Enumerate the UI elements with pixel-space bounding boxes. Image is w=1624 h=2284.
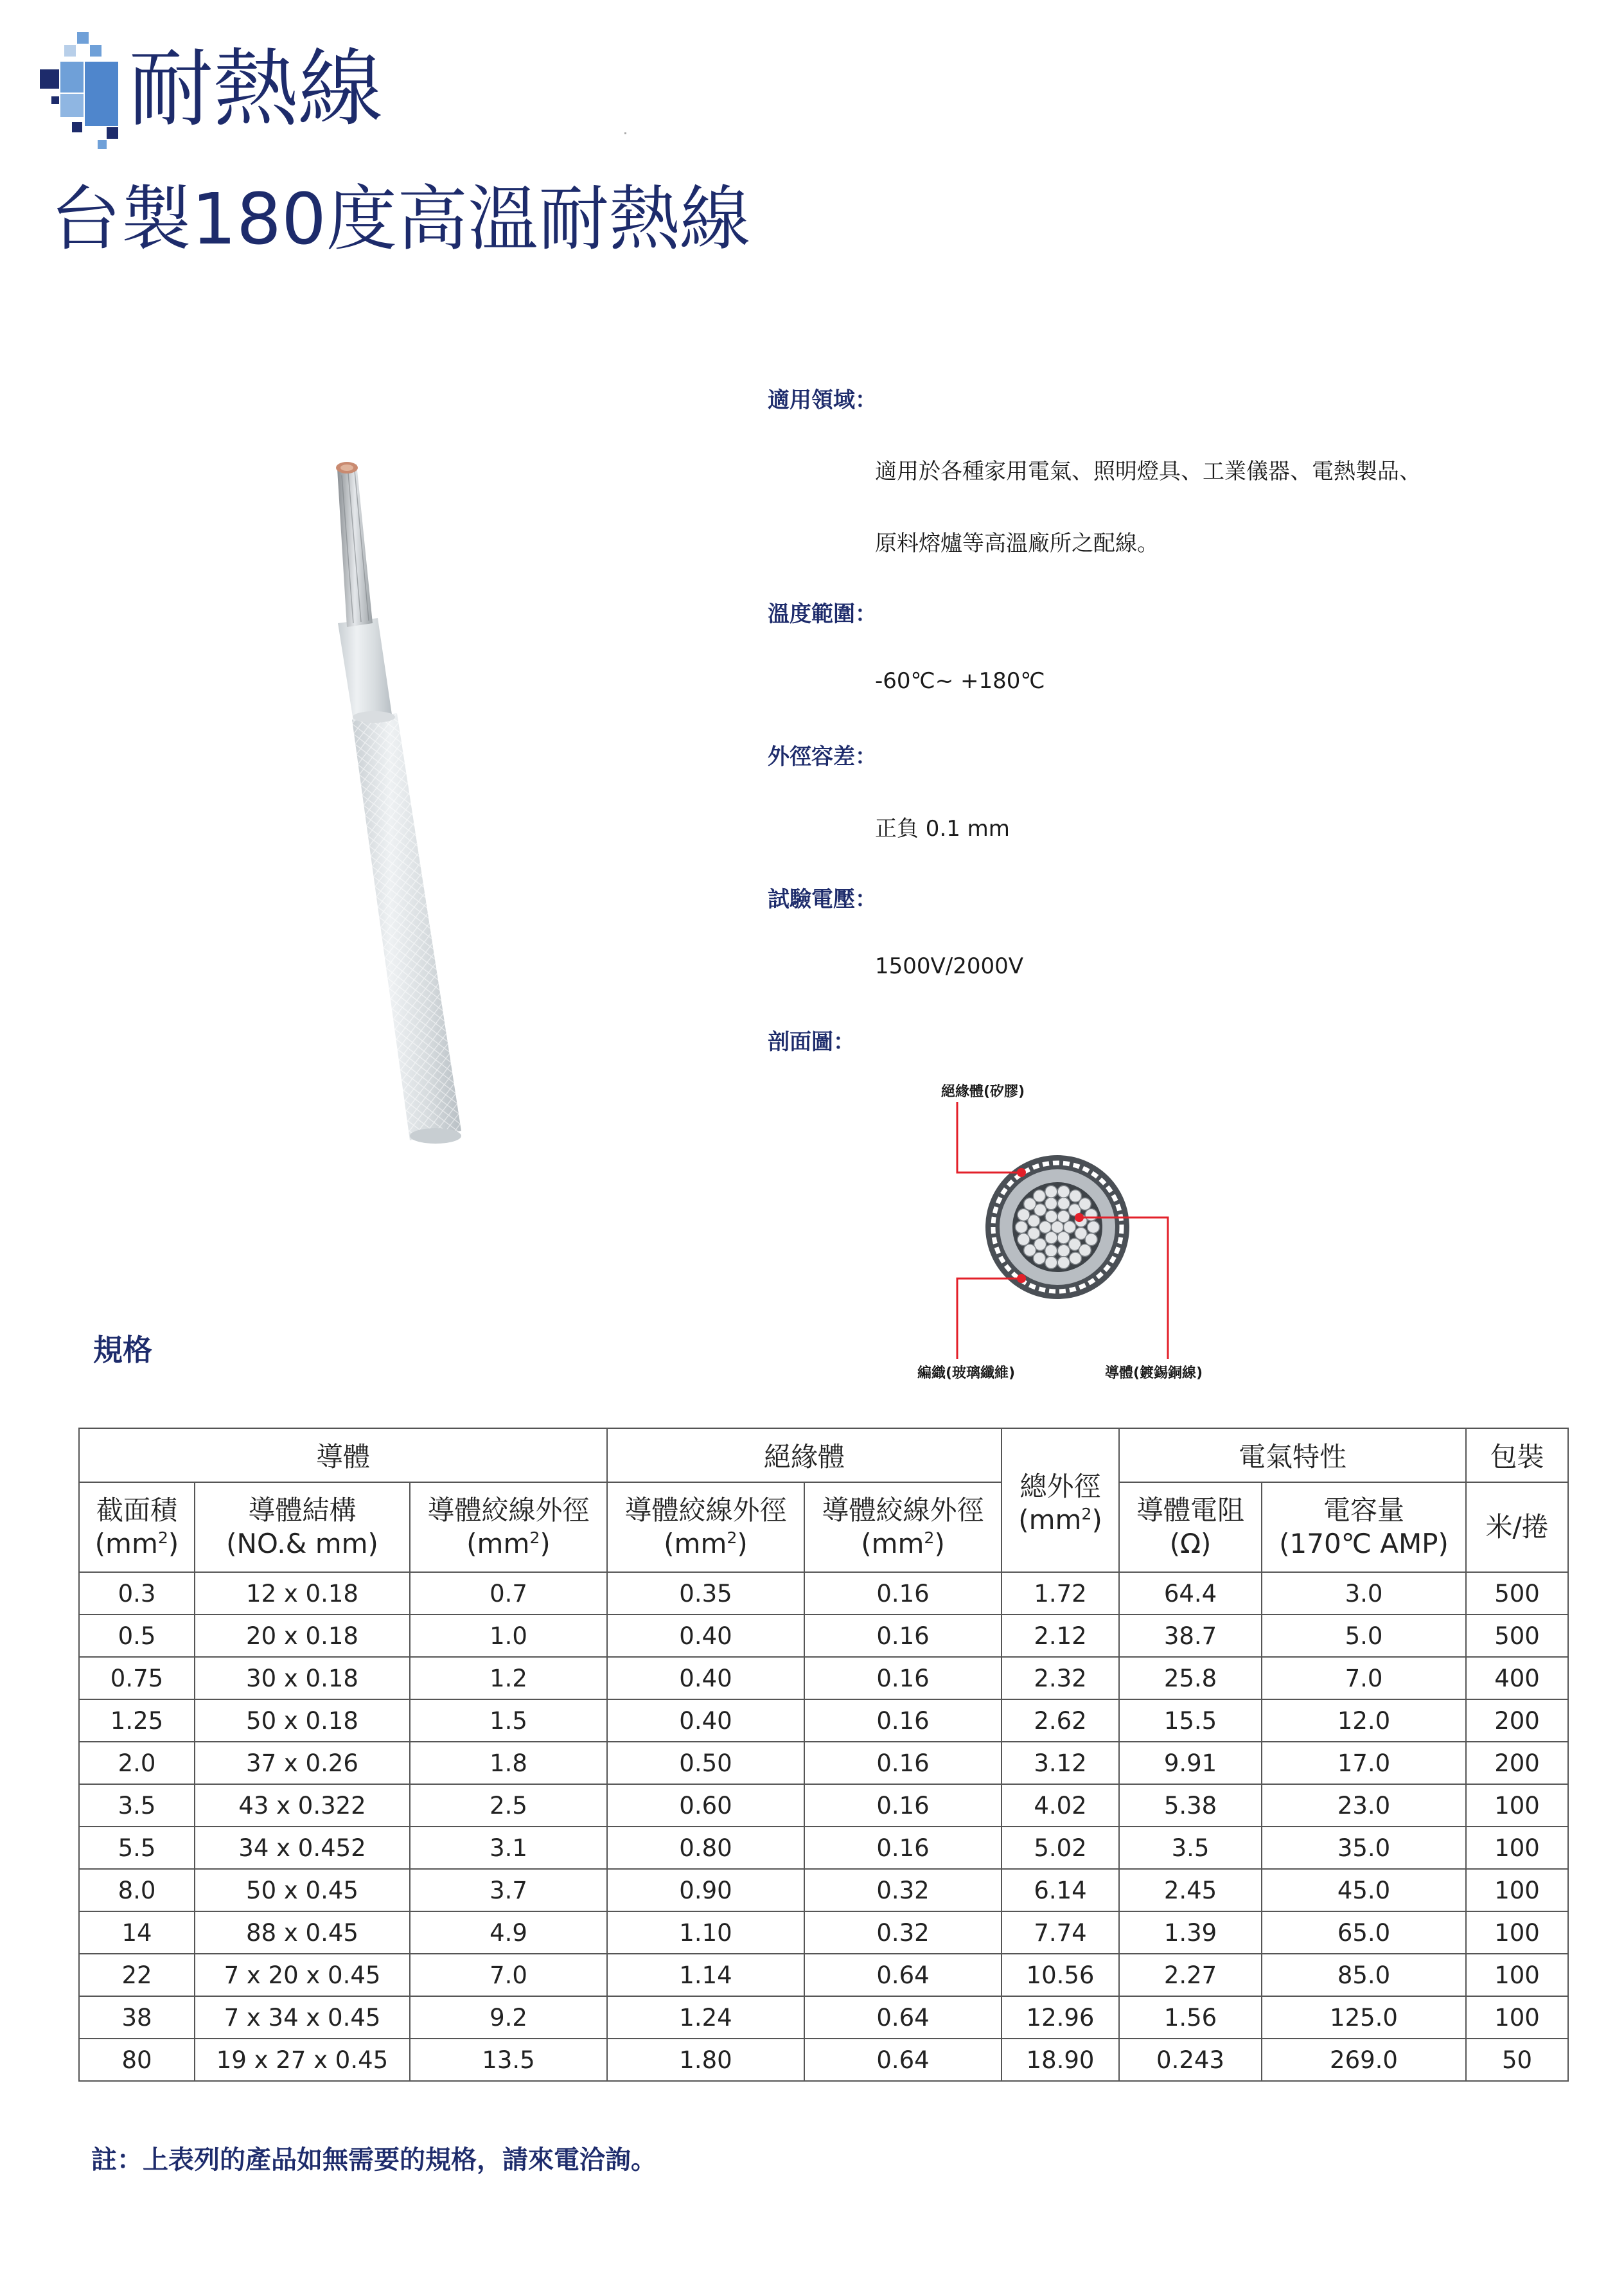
header-electrical: 電氣特性 xyxy=(1119,1428,1466,1482)
braid-label: 編織(玻璃纖維) xyxy=(917,1365,1016,1381)
table-cell: 0.16 xyxy=(804,1784,1002,1827)
table-row xyxy=(79,1996,1568,2039)
table-cell: 5.0 xyxy=(1262,1615,1466,1657)
table-row xyxy=(79,2039,1568,2081)
table-row xyxy=(79,1911,1568,1954)
strand-circle xyxy=(1018,1208,1030,1221)
table-cell: 38.7 xyxy=(1119,1615,1262,1657)
table-cell: 1.72 xyxy=(1002,1572,1119,1615)
cross-section-diagram xyxy=(899,1079,1259,1388)
table-cell: 9.2 xyxy=(410,1996,607,2039)
table-cell: 269.0 xyxy=(1262,2039,1466,2081)
header-insulation: 絕緣體 xyxy=(607,1428,1002,1482)
table-cell: 0.75 xyxy=(79,1657,195,1699)
table-cell: 5.5 xyxy=(79,1827,195,1869)
table-row xyxy=(79,1615,1568,1657)
spec-value-application-1: 適用於各種家用電氣、照明燈具、工業儀器、電熱製品、 xyxy=(875,459,1421,484)
table-cell: 2.27 xyxy=(1119,1954,1262,1996)
strand-circle xyxy=(1057,1198,1070,1210)
strand-circle xyxy=(1024,1244,1036,1256)
table-cell: 34 x 0.452 xyxy=(195,1827,410,1869)
table-cell: 0.16 xyxy=(804,1657,1002,1699)
table-cell: 0.16 xyxy=(804,1699,1002,1742)
spec-value-tolerance: 正負 0.1 mm xyxy=(875,816,1010,842)
table-cell: 23.0 xyxy=(1262,1784,1466,1827)
table-cell: 7 x 34 x 0.45 xyxy=(195,1996,410,2039)
table-cell: 0.5 xyxy=(79,1615,195,1657)
table-cell: 7.74 xyxy=(1002,1911,1119,1954)
table-cell: 0.64 xyxy=(804,1996,1002,2039)
strand-circle xyxy=(1045,1244,1057,1257)
table-cell: 0.64 xyxy=(804,1954,1002,1996)
strand-circle xyxy=(1057,1210,1070,1223)
subheader-strand-od: 導體絞線外徑 $(mm^2)$ xyxy=(410,1482,607,1572)
table-cell: 7 x 20 x 0.45 xyxy=(195,1954,410,1996)
table-cell: 9.91 xyxy=(1119,1742,1262,1784)
spec-value-test-voltage: 1500V/2000V xyxy=(875,953,1024,979)
strand-circle xyxy=(1045,1185,1057,1198)
table-cell: 50 x 0.18 xyxy=(195,1699,410,1742)
strand-circle xyxy=(1045,1257,1057,1269)
spec-label-temperature: 溫度範圍： xyxy=(768,601,877,627)
table-cell: 500 xyxy=(1466,1615,1568,1657)
table-cell: 200 xyxy=(1466,1699,1568,1742)
conductor-label: 導體(鍍錫銅線) xyxy=(1105,1365,1203,1381)
table-cell: 65.0 xyxy=(1262,1911,1466,1954)
footnote: 註：上表列的產品如無需要的規格，請來電洽詢。 xyxy=(91,2145,657,2175)
table-cell: 15.5 xyxy=(1119,1699,1262,1742)
table-cell: 3.1 xyxy=(410,1827,607,1869)
table-cell: 0.16 xyxy=(804,1615,1002,1657)
table-cell: 0.16 xyxy=(804,1572,1002,1615)
table-cell: 0.16 xyxy=(804,1827,1002,1869)
table-cell: 22 xyxy=(79,1954,195,1996)
table-cell: 2.0 xyxy=(79,1742,195,1784)
subheader-packing-unit: 米/捲 xyxy=(1466,1482,1568,1572)
section-title: 規格 xyxy=(93,1332,152,1367)
table-cell: 37 x 0.26 xyxy=(195,1742,410,1784)
table-cell: 0.7 xyxy=(410,1572,607,1615)
table-cell: 4.9 xyxy=(410,1911,607,1954)
strand-circle xyxy=(1057,1257,1070,1269)
table-cell: 38 xyxy=(79,1996,195,2039)
table-cell: 2.32 xyxy=(1002,1657,1119,1699)
table-cell: 64.4 xyxy=(1119,1572,1262,1615)
strand-circle xyxy=(1034,1190,1046,1202)
table-cell: 35.0 xyxy=(1262,1827,1466,1869)
stray-dot xyxy=(624,132,626,134)
table-cell: 3.0 xyxy=(1262,1572,1466,1615)
table-cell: 200 xyxy=(1466,1742,1568,1784)
table-cell: 5.02 xyxy=(1002,1827,1119,1869)
strand-circle xyxy=(1045,1198,1057,1210)
subheader-area: 截面積 $(mm^2)$ xyxy=(79,1482,195,1572)
table-cell: 17.0 xyxy=(1262,1742,1466,1784)
table-cell: 100 xyxy=(1466,1784,1568,1827)
product-title: 台製180度高溫耐熱線 xyxy=(50,178,750,260)
table-cell: 7.0 xyxy=(410,1954,607,1996)
table-cell: 8.0 xyxy=(79,1869,195,1911)
table-cell: 100 xyxy=(1466,1996,1568,2039)
table-cell: 1.24 xyxy=(607,1996,804,2039)
spec-table xyxy=(78,1428,1569,2082)
header-packing: 包裝 xyxy=(1466,1428,1568,1482)
table-cell: 12.0 xyxy=(1262,1699,1466,1742)
table-cell: 0.80 xyxy=(607,1827,804,1869)
table-cell: 3.5 xyxy=(79,1784,195,1827)
subheader-capacity: 電容量 (170℃ AMP) xyxy=(1262,1482,1466,1572)
table-cell: 14 xyxy=(79,1911,195,1954)
table-cell: 1.10 xyxy=(607,1911,804,1954)
table-cell: 10.56 xyxy=(1002,1954,1119,1996)
spec-label-test-voltage: 試驗電壓： xyxy=(768,887,877,912)
table-cell: 4.02 xyxy=(1002,1784,1119,1827)
table-cell: 30 x 0.18 xyxy=(195,1657,410,1699)
table-cell: 3.7 xyxy=(410,1869,607,1911)
subheader-structure: 導體結構 (NO.& mm) xyxy=(195,1482,410,1572)
table-cell: 125.0 xyxy=(1262,1996,1466,2039)
strand-circle xyxy=(1057,1232,1070,1244)
table-cell: 100 xyxy=(1466,1954,1568,1996)
table-cell: 2.45 xyxy=(1119,1869,1262,1911)
table-row xyxy=(79,1657,1568,1699)
table-cell: 43 x 0.322 xyxy=(195,1784,410,1827)
table-cell: 18.90 xyxy=(1002,2039,1119,2081)
wire-product-image xyxy=(308,450,501,1156)
table-cell: 2.12 xyxy=(1002,1615,1119,1657)
strand-circle xyxy=(1016,1221,1028,1234)
table-cell: 19 x 27 x 0.45 xyxy=(195,2039,410,2081)
table-cell: 6.14 xyxy=(1002,1869,1119,1911)
table-cell: 80 xyxy=(79,2039,195,2081)
subheader-resistance: 導體電阻 (Ω) xyxy=(1119,1482,1262,1572)
subheader-ins-od1: 導體絞線外徑 $(mm^2)$ xyxy=(607,1482,804,1572)
table-cell: 0.64 xyxy=(804,2039,1002,2081)
table-cell: 1.56 xyxy=(1119,1996,1262,2039)
spec-label-cross-section: 剖面圖： xyxy=(768,1029,855,1055)
table-cell: 2.5 xyxy=(410,1784,607,1827)
category-title: 耐熱線 xyxy=(128,40,383,139)
logo xyxy=(40,32,123,151)
table-row xyxy=(79,1869,1568,1911)
table-cell: 0.60 xyxy=(607,1784,804,1827)
strand-circle xyxy=(1057,1185,1070,1198)
spec-value-temperature: -60℃~ +180℃ xyxy=(875,668,1045,694)
table-cell: 0.50 xyxy=(607,1742,804,1784)
table-row xyxy=(79,1784,1568,1827)
strand-circle xyxy=(1070,1252,1082,1264)
spec-label-tolerance: 外徑容差： xyxy=(768,744,877,770)
strand-circle xyxy=(1079,1198,1091,1210)
table-cell: 25.8 xyxy=(1119,1657,1262,1699)
table-cell: 400 xyxy=(1466,1657,1568,1699)
table-cell: 12.96 xyxy=(1002,1996,1119,2039)
table-cell: 100 xyxy=(1466,1869,1568,1911)
table-cell: 1.2 xyxy=(410,1657,607,1699)
table-cell: 3.5 xyxy=(1119,1827,1262,1869)
table-cell: 100 xyxy=(1466,1911,1568,1954)
table-cell: 0.40 xyxy=(607,1699,804,1742)
strand-circle xyxy=(1085,1208,1097,1221)
table-cell: 1.0 xyxy=(410,1615,607,1657)
strand-circle xyxy=(1088,1221,1100,1234)
table-cell: 0.40 xyxy=(607,1657,804,1699)
strand-circle xyxy=(1085,1234,1097,1246)
table-cell: 0.40 xyxy=(607,1615,804,1657)
table-cell: 0.35 xyxy=(607,1572,804,1615)
table-cell: 45.0 xyxy=(1262,1869,1466,1911)
table-cell: 0.243 xyxy=(1119,2039,1262,2081)
table-cell: 3.12 xyxy=(1002,1742,1119,1784)
table-cell: 1.14 xyxy=(607,1954,804,1996)
table-cell: 12 x 0.18 xyxy=(195,1572,410,1615)
table-cell: 20 x 0.18 xyxy=(195,1615,410,1657)
table-cell: 2.62 xyxy=(1002,1699,1119,1742)
table-cell: 1.80 xyxy=(607,2039,804,2081)
cross-section-graphic xyxy=(899,1079,1259,1388)
subheader-ins-od2: 導體絞線外徑 $(mm^2)$ xyxy=(804,1482,1002,1572)
table-row xyxy=(79,1572,1568,1615)
spec-label-application: 適用領域： xyxy=(768,387,877,413)
table-cell: 88 x 0.45 xyxy=(195,1911,410,1954)
table-cell: 1.5 xyxy=(410,1699,607,1742)
table-cell: 0.32 xyxy=(804,1911,1002,1954)
header-outer-diameter: 總外徑 $(mm^2)$ xyxy=(1002,1428,1119,1572)
table-cell: 13.5 xyxy=(410,2039,607,2081)
insulation-label: 絕緣體(矽膠) xyxy=(941,1084,1025,1100)
strand-circle xyxy=(1018,1234,1030,1246)
table-cell: 0.90 xyxy=(607,1869,804,1911)
header-conductor: 導體 xyxy=(79,1428,607,1482)
table-cell: 7.0 xyxy=(1262,1657,1466,1699)
table-cell: 100 xyxy=(1466,1827,1568,1869)
table-row xyxy=(79,1742,1568,1784)
table-row xyxy=(79,1699,1568,1742)
table-cell: 1.25 xyxy=(79,1699,195,1742)
table-cell: 0.16 xyxy=(804,1742,1002,1784)
strand-circle xyxy=(1045,1210,1057,1223)
table-row xyxy=(79,1954,1568,1996)
table-cell: 50 x 0.45 xyxy=(195,1869,410,1911)
table-cell: 0.32 xyxy=(804,1869,1002,1911)
table-cell: 85.0 xyxy=(1262,1954,1466,1996)
table-cell: 1.8 xyxy=(410,1742,607,1784)
table-cell: 5.38 xyxy=(1119,1784,1262,1827)
table-cell: 500 xyxy=(1466,1572,1568,1615)
table-cell: 50 xyxy=(1466,2039,1568,2081)
table-cell: 1.39 xyxy=(1119,1911,1262,1954)
table-row xyxy=(79,1827,1568,1869)
strand-circle xyxy=(1057,1244,1070,1257)
spec-value-application-2: 原料熔爐等高溫廠所之配線。 xyxy=(875,531,1159,556)
table-cell: 0.3 xyxy=(79,1572,195,1615)
